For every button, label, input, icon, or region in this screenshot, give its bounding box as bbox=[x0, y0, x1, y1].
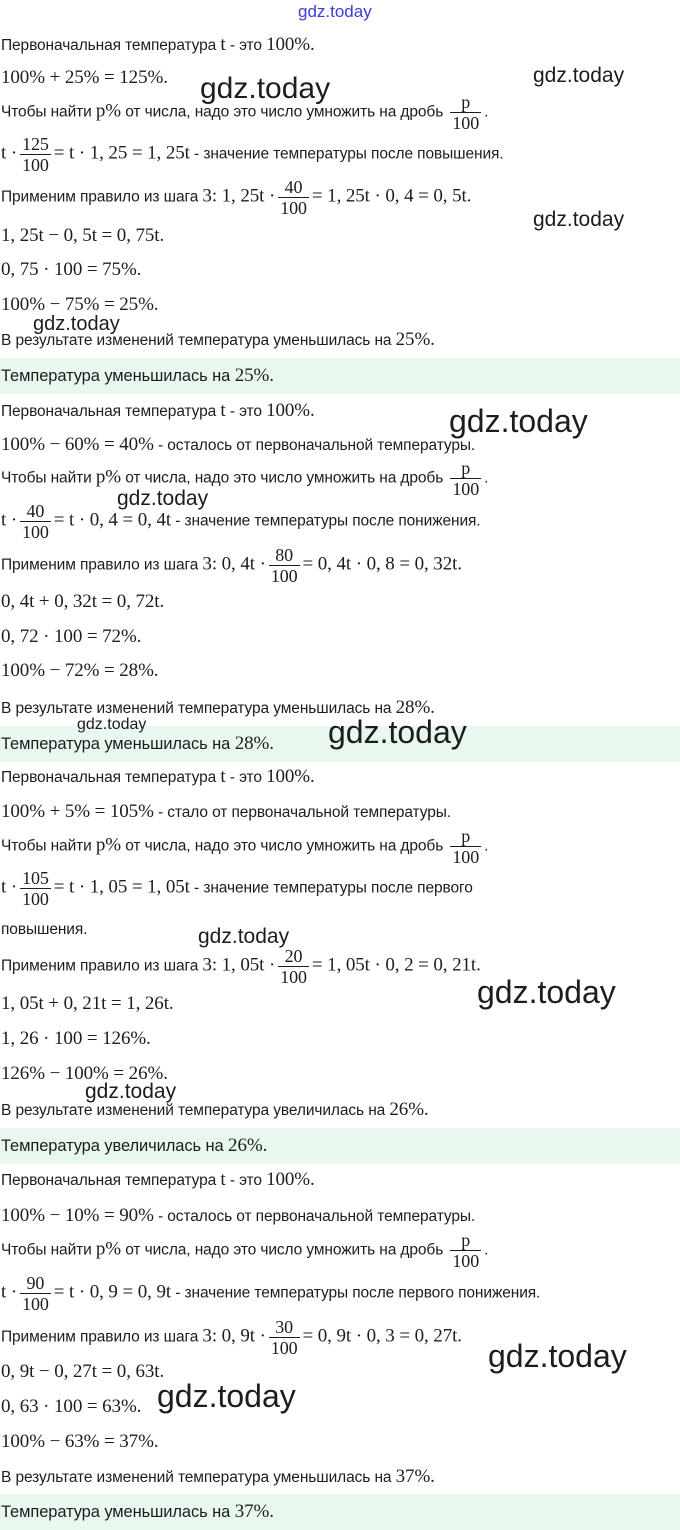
s2-line-initial: Первоначальная температура t - это 100%. bbox=[1, 400, 315, 421]
s2-line-apply: Применим правило из шага 3: 0, 4t · $\frac{80}{100}$ = 0, 4t · 0, 8 = 0, 32t. bbox=[1, 545, 462, 586]
watermark: gdz.today bbox=[488, 1338, 627, 1374]
s3-line-sum2: 1, 05t + 0, 21t = 1, 26t. bbox=[1, 993, 174, 1014]
watermark: gdz.today bbox=[77, 716, 147, 733]
s1-line-rule: Чтобы найти p% от числа, надо это число умножить на дробь $\frac{p}{100}$ . bbox=[1, 92, 489, 133]
s3-line-sum: 100% + 5% = 105% - стало от первоначальной температуры. bbox=[1, 801, 451, 822]
watermark: gdz.today bbox=[477, 974, 616, 1010]
s2-line-calc: t · $\frac{40}{100}$ = t · 0, 4 = 0, 4t - значение температуры после понижения. bbox=[1, 501, 481, 542]
s2-line-rule: Чтобы найти p% от числа, надо это число умножить на дробь $\frac{p}{100}$ . bbox=[1, 458, 489, 499]
fraction: $\frac{30}{100}$ bbox=[270, 1317, 298, 1358]
s2-line-result: В результате изменений температура уменьшилась на 28%. bbox=[1, 697, 435, 718]
s2-answer: Температура уменьшилась на 28%. bbox=[1, 733, 274, 754]
watermark: gdz.today bbox=[117, 487, 209, 510]
watermark-top: gdz.today bbox=[298, 2, 372, 21]
watermark: gdz.today bbox=[328, 714, 467, 750]
watermark: gdz.today bbox=[33, 313, 120, 335]
watermark: gdz.today bbox=[449, 403, 588, 439]
fraction: $\frac{125}{100}$ bbox=[22, 134, 49, 175]
s4-line-rule: Чтобы найти p% от числа, надо это число умножить на дробь $\frac{p}{100}$ . bbox=[1, 1230, 489, 1271]
s3-line-calc: t · $\frac{105}{100}$ = t · 1, 05 = 1, 05t - значение температуры после первого bbox=[1, 868, 473, 909]
s2-line-sum: 100% − 60% = 40% - осталось от первоначальной температуры. bbox=[1, 434, 476, 455]
watermark: gdz.today bbox=[85, 1080, 177, 1103]
s3-answer: Температура увеличилась на 26%. bbox=[1, 1135, 268, 1156]
fraction-p-100: $\frac{p}{100}$ bbox=[452, 92, 480, 133]
s3-line-percent: 1, 26 · 100 = 126%. bbox=[1, 1028, 151, 1049]
s3-answer-box bbox=[0, 1128, 680, 1164]
s1-line-change: 100% − 75% = 25%. bbox=[1, 294, 159, 315]
s2-line-diff: 0, 4t + 0, 32t = 0, 72t. bbox=[1, 591, 165, 612]
s1-line-initial: Первоначальная температура t - это 100%. bbox=[1, 34, 315, 55]
s3-line-rule: Чтобы найти p% от числа, надо это число умножить на дробь $\frac{p}{100}$ . bbox=[1, 826, 489, 867]
s2-line-change: 100% − 72% = 28%. bbox=[1, 660, 159, 681]
s1-answer-box bbox=[0, 358, 680, 394]
s1-line-diff: 1, 25t − 0, 5t = 0, 75t. bbox=[1, 225, 165, 246]
s1-line-sum: 100% + 25% = 125%. bbox=[1, 67, 168, 88]
s1-line-percent: 0, 75 · 100 = 75%. bbox=[1, 259, 142, 280]
watermark: gdz.today bbox=[533, 64, 625, 87]
s4-line-sum: 100% − 10% = 90% - осталось от первоначальной температуры. bbox=[1, 1205, 476, 1226]
fraction: $\frac{40}{100}$ bbox=[280, 177, 307, 218]
watermark: gdz.today bbox=[533, 208, 625, 231]
fraction: $\frac{20}{100}$ bbox=[280, 946, 307, 987]
s4-line-initial: Первоначальная температура t - это 100%. bbox=[1, 1169, 315, 1190]
s4-line-calc: t · $\frac{90}{100}$ = t · 0, 9 = 0, 9t - значение температуры после первого понижения. bbox=[1, 1273, 541, 1314]
fraction: $\frac{80}{100}$ bbox=[270, 545, 298, 586]
s3-line-calc-wrap: повышения. bbox=[1, 921, 88, 938]
s3-line-initial: Первоначальная температура t - это 100%. bbox=[1, 766, 315, 787]
s4-answer-box bbox=[0, 1494, 680, 1530]
s4-line-diff: 0, 9t − 0, 27t = 0, 63t. bbox=[1, 1361, 165, 1382]
s4-line-change: 100% − 63% = 37%. bbox=[1, 1431, 159, 1452]
s1-answer: Температура уменьшилась на 25%. bbox=[1, 365, 274, 386]
fraction: $\frac{40}{100}$ bbox=[22, 501, 49, 542]
fraction: $\frac{90}{100}$ bbox=[22, 1273, 49, 1314]
s4-line-result: В результате изменений температура уменьшилась на 37%. bbox=[1, 1466, 435, 1487]
watermark: gdz.today bbox=[198, 925, 290, 948]
fraction-p-100: $\frac{p}{100}$ bbox=[452, 458, 480, 499]
s2-line-percent: 0, 72 · 100 = 72%. bbox=[1, 626, 142, 647]
s4-line-apply: Применим правило из шага 3: 0, 9t · $\frac{30}{100}$ = 0, 9t · 0, 3 = 0, 27t. bbox=[1, 1317, 462, 1358]
fraction-p-100: $\frac{p}{100}$ bbox=[452, 1230, 480, 1271]
fraction-p-100: $\frac{p}{100}$ bbox=[452, 826, 480, 867]
s4-answer: Температура уменьшилась на 37%. bbox=[1, 1501, 274, 1522]
s3-line-result: В результате изменений температура увеличилась на 26%. bbox=[1, 1099, 429, 1120]
s1-line-result: В результате изменений температура уменьшилась на 25%. bbox=[1, 329, 435, 350]
s3-line-apply: Применим правило из шага 3: 1, 05t · $\frac{20}{100}$ = 1, 05t · 0, 2 = 0, 21t. bbox=[1, 946, 481, 987]
watermark: gdz.today bbox=[200, 72, 331, 105]
watermark: gdz.today bbox=[157, 1378, 296, 1414]
s1-line-calc: t · $\frac{125}{100}$ = t · 1, 25 = 1, 25t - значение температуры после повышения. bbox=[1, 134, 504, 175]
s4-line-percent: 0, 63 · 100 = 63%. bbox=[1, 1396, 142, 1417]
s3-line-change: 126% − 100% = 26%. bbox=[1, 1063, 168, 1084]
fraction: $\frac{105}{100}$ bbox=[22, 868, 49, 909]
s1-line-apply: Применим правило из шага 3: 1, 25t · $\frac{40}{100}$ = 1, 25t · 0, 4 = 0, 5t. bbox=[1, 177, 472, 218]
